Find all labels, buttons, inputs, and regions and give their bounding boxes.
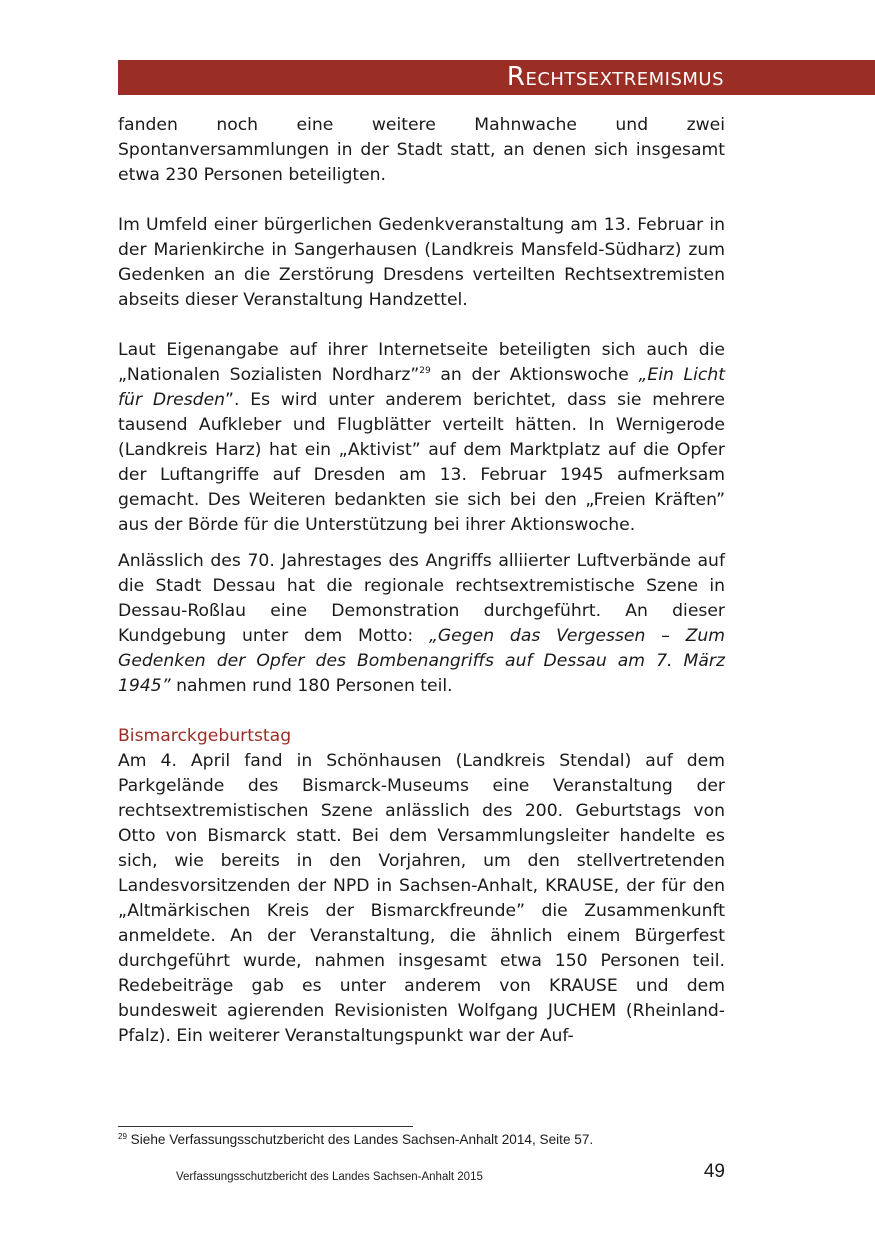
footnote-number: 29 <box>118 1132 127 1141</box>
footnote <box>118 1131 593 1148</box>
footnote-text: Siehe Verfassungsschutzbericht des Landes Sachsen-Anhalt 2014, Seite 57. <box>126 1132 594 1147</box>
paragraph-4 <box>118 549 725 699</box>
paragraph-1: fanden noch eine weitere Mahnwache und zwei Spontanversammlungen in der Stadt statt, an denen sich insgesamt etwa 230 Personen beteiligten. <box>118 115 725 185</box>
main-text <box>118 113 725 1049</box>
motto-quote: „Gegen das Vergessen – Zum Gedenken der Opfer des Bombenangriffs auf Dessau am 7. März 1945” <box>118 626 726 696</box>
paragraph-3 <box>118 338 725 538</box>
paragraph-3-text-c: ”. Es wird unter anderem berichtet, dass sie mehrere tausend Aufkleber und Flugblätter verteilt hätten. In Wernigerode (Landkreis Harz) hat ein „Aktivist” auf dem Marktplatz auf die Opfer der Luftangriffe auf Dresden am 13. Februar 1945 aufmerksam gemacht. Des Weiteren bedankten sie sich bei den „Freien Kräften” aus der Börde für die Unterstützung bei ihrer Aktionswoche. <box>118 390 725 535</box>
footnote-reference: 29 <box>419 366 431 376</box>
footer-title: Verfassungsschutzbericht des Landes Sachsen-Anhalt 2015 <box>176 1171 483 1183</box>
campaign-title: „Ein Licht für Dresden <box>118 365 725 410</box>
paragraph-2: Im Umfeld einer bürgerlichen Gedenkveranstaltung am 13. Februar in der Marienkirche in Sangerhausen (Landkreis Mansfeld-Südharz) zum Gedenken an die Zerstörung Dresdens verteilten Rechtsextremisten abseits dieser Veranstaltung Handzettel. <box>118 215 725 310</box>
chapter-header-bar <box>118 60 875 95</box>
paragraph-3-text-b: an der Aktionswoche <box>430 365 639 385</box>
paragraph-4-text-b: nahmen rund 180 Personen teil. <box>170 676 453 696</box>
footnote-divider <box>118 1126 413 1127</box>
page-number: 49 <box>703 1161 725 1182</box>
paragraph-5: Am 4. April fand in Schönhausen (Landkreis Stendal) auf dem Parkgelände des Bismarck-Museums eine Veranstaltung der rechtsextremistischen Szene anlässlich des 200. Geburtstags von Otto von Bismarck statt. Bei dem Versammlungsleiter handelte es sich, wie bereits in den Vorjahren, um den stellvertretenden Landesvorsitzenden der NPD in Sachsen-Anhalt, KRAUSE, der für den „Altmärkischen Kreis der Bismarckfreunde” die Zusammenkunft anmeldete. An der Veranstaltung, die ähnlich einem Bürgerfest durchgeführt wurde, nahmen insgesamt etwa 150 Personen teil. Redebeiträge gab es unter anderem von KRAUSE und dem bundesweit agierenden Revisionisten Wolfgang JUCHEM (Rheinland-Pfalz). Ein weiterer Veranstaltungspunkt war der Auf- <box>118 751 725 1046</box>
paragraph-4-text-a: Anlässlich des 70. Jahrestages des Angriffs alliierter Luftverbände auf die Stadt Dessau hat die regionale rechtsextremistische Szene in Dessau-Roßlau eine Demonstration durchgeführt. An dieser Kundgebung unter dem Motto: <box>118 551 725 646</box>
paragraph-3-text-a: Laut Eigenangabe auf ihrer Internetseite beteiligten sich auch die „Nationalen Sozialisten Nordharz” <box>118 340 725 385</box>
chapter-title: Rechtsextremismus <box>506 62 724 92</box>
section-heading: Bismarckgeburtstag <box>118 726 292 746</box>
